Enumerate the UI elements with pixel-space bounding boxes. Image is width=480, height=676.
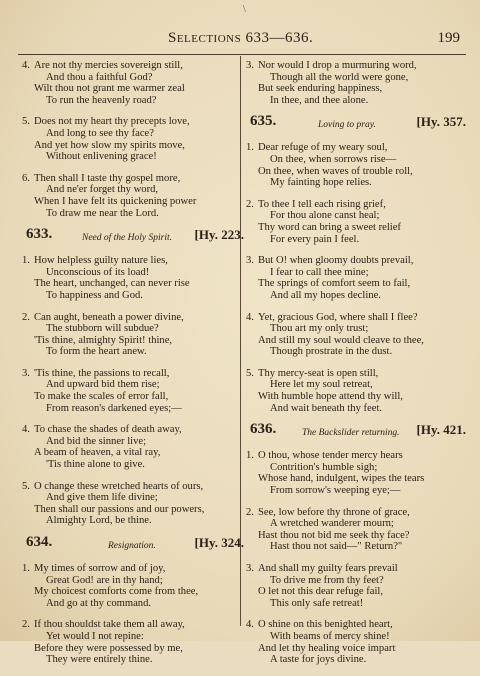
verse-line: And thou a faithful God? (46, 71, 153, 83)
verse-line: 3. And shall my guilty fears prevail (246, 563, 398, 574)
page-header (0, 30, 480, 52)
stanza-number: 1. (22, 255, 30, 267)
verse-line: And let thy healing voice impart (258, 642, 396, 654)
hymn-heading (22, 226, 244, 249)
verse-line: On thee, when waves of trouble roll, (258, 165, 413, 177)
stanza (246, 199, 466, 245)
stanza-number: 2. (22, 311, 30, 323)
verse-line: And all my hopes decline. (270, 289, 381, 301)
stanza (22, 173, 244, 219)
verse-line: To happiness and God. (46, 289, 143, 301)
verse-line: 2. Can aught, beneath a power divine, (22, 311, 184, 323)
verse-line: But seek enduring happiness, (258, 83, 383, 95)
verse-line: This only safe retreat! (270, 597, 364, 609)
stanza-number: 3. (22, 367, 30, 379)
hymn-reference: [Hy. 357. (416, 114, 466, 130)
verse-line: 1. O thou, whose tender mercy hears (246, 450, 403, 462)
verse-line: Before they were possessed by me, (34, 642, 183, 654)
verse-line: The heart, unchanged, can never rise (34, 278, 190, 290)
verse-line: Contrition's humble sigh; (270, 461, 378, 473)
right-column (246, 60, 466, 676)
hymn-number: 636. (250, 421, 277, 438)
verse-line: For thou alone canst heal; (270, 210, 380, 222)
stanza (22, 255, 244, 301)
verse-line: Thy word can bring a sweet relief (258, 221, 401, 233)
verse-line: And wait beneath thy feet. (270, 402, 383, 414)
stanza-number: 3. (246, 563, 254, 574)
stanza (22, 563, 244, 609)
stanza (22, 481, 244, 527)
left-column (22, 60, 244, 676)
stanza (246, 60, 466, 106)
verse-line: The springs of comfort seem to fail, (258, 278, 411, 290)
verse-line: 6. Then shall I taste thy gospel more, (22, 172, 181, 184)
verse-line: Whose hand, indulgent, wipes the tears (258, 473, 425, 485)
verse-line: To drive me from thy feet? (270, 574, 384, 586)
verse-line: And give them life divine; (46, 492, 158, 504)
verse-line: 3. 'Tis thine, the passions to recall, (22, 367, 170, 379)
hymn-reference: [Hy. 421. (416, 422, 466, 438)
page-number: 199 (437, 30, 460, 46)
verse-line: 3. But O! when gloomy doubts prevail, (246, 255, 414, 267)
stanza (246, 507, 466, 553)
verse-line: Hast thou not said—" Return?" (270, 541, 403, 553)
verse-line: And upward bid them rise; (46, 379, 160, 391)
verse-line: 5. Does not my heart thy precepts love, (22, 116, 190, 128)
verse-line: With beams of mercy shine! (270, 630, 390, 642)
stanza (246, 255, 466, 301)
verse-line: Great God! are in thy hand; (46, 574, 163, 586)
verse-line: 2. See, low before thy throne of grace, (246, 506, 410, 518)
stanza-number: 6. (22, 172, 30, 184)
verse-line: A taste for joys divine. (270, 654, 367, 666)
stanza (22, 312, 244, 358)
stanza-number: 3. (246, 255, 254, 267)
stanza (22, 368, 244, 414)
verse-line: Though all the world were gone, (270, 71, 409, 83)
stanza (246, 312, 466, 358)
stanza-number: 5. (22, 116, 30, 128)
verse-line: Yet would I not repine: (46, 630, 144, 642)
verse-line: From sorrow's weeping eye;— (270, 485, 401, 497)
stanza (22, 116, 244, 162)
hymn-title: The Backslider returning. (302, 428, 400, 439)
verse-line: Unconscious of its load! (46, 266, 150, 278)
stanza-number: 1. (246, 450, 254, 462)
verse-line: They were entirely thine. (46, 654, 153, 666)
verse-line: From reason's darkened eyes;— (46, 402, 182, 414)
stanza (246, 450, 466, 496)
stanza (22, 60, 244, 106)
hymn-number: 635. (250, 113, 277, 130)
verse-line: 5. Thy mercy-seat is open still, (246, 367, 379, 379)
stanza (246, 368, 466, 414)
verse-line: Though prostrate in the dust. (270, 346, 393, 358)
verse-line: To run the heavenly road? (46, 94, 157, 106)
verse-line: To form the heart anew. (46, 346, 147, 358)
verse-line: Then shall our passions and our powers, (34, 503, 205, 515)
verse-line: To make the scales of error fall, (34, 391, 169, 403)
verse-line: 'Tis thine alone to give. (46, 459, 145, 471)
verse-line: To draw me near the Lord. (46, 207, 159, 219)
verse-line: And long to see thy face? (46, 127, 154, 139)
verse-line: A wretched wanderer mourn; (270, 518, 394, 530)
hymn-title: Loving to pray. (318, 120, 376, 131)
stanza-number: 4. (246, 619, 254, 631)
verse-line: Wilt thou not grant me warmer zeal (34, 83, 185, 95)
stanza (22, 424, 244, 470)
verse-line: Hast thou not bid me seek thy face? (258, 529, 410, 541)
verse-line: And go at thy command. (46, 597, 152, 609)
top-mark: \ (243, 4, 246, 15)
verse-line: 4. To chase the shades of death away, (22, 424, 182, 436)
verse-line: For every pain I feel. (270, 233, 360, 245)
verse-line: 1. My times of sorrow and of joy, (22, 563, 166, 574)
hymn-title: Need of the Holy Spirit. (82, 233, 172, 244)
stanza (246, 563, 466, 609)
hymn-reference: [Hy. 324. (194, 535, 244, 550)
hymn-heading (246, 421, 466, 444)
verse-line: And bid the sinner live; (46, 435, 147, 447)
stanza-number: 1. (246, 142, 254, 154)
verse-line: 'Tis thine, almighty Spirit! thine, (34, 334, 173, 346)
verse-line: And ne'er forget thy word, (46, 184, 159, 196)
stanza-number: 3. (246, 60, 254, 71)
running-title: Selections 633—636. (168, 30, 314, 46)
hymn-title: Resignation. (108, 541, 156, 551)
stanza-number: 5. (22, 480, 30, 492)
stanza-number: 4. (22, 424, 30, 436)
hymn-heading (22, 534, 244, 557)
verse-line: 4. O shine on this benighted heart, (246, 619, 393, 631)
stanza (22, 619, 244, 665)
stanza-number: 1. (22, 563, 30, 574)
verse-line: With humble hope attend thy will, (258, 391, 403, 403)
verse-line: On thee, when sorrows rise— (270, 153, 397, 165)
verse-line: A beam of heaven, a vital ray, (34, 447, 161, 459)
verse-line: 1. How helpless guilty nature lies, (22, 255, 168, 267)
hymn-number: 633. (26, 226, 53, 243)
verse-line: Thou art my only trust; (270, 323, 369, 335)
verse-line: Almighty Lord, be thine. (46, 515, 152, 527)
verse-line: And still my soul would cleave to thee, (258, 334, 424, 346)
verse-line: 2. If thou shouldst take them all away, (22, 619, 185, 631)
verse-line: The stubborn will subdue? (46, 323, 159, 335)
verse-line: Without enlivening grace! (46, 151, 157, 163)
verse-line: 5. O change these wretched hearts of ours, (22, 480, 204, 492)
verse-line: 4. Yet, gracious God, where shall I flee? (246, 311, 418, 323)
hymn-reference: [Hy. 223. (194, 227, 244, 243)
stanza (246, 142, 466, 188)
verse-line: When I have felt its quickening power (34, 195, 197, 207)
verse-line: 3. Nor would I drop a murmuring word, (246, 60, 417, 71)
verse-line: 1. Dear refuge of my weary soul, (246, 142, 388, 154)
verse-line: Here let my soul retreat, (270, 379, 373, 391)
verse-line: 4. Are not thy mercies sovereign still, (22, 60, 183, 71)
verse-line: My fainting hope relies. (270, 177, 372, 189)
stanza-number: 5. (246, 367, 254, 379)
stanza-number: 2. (246, 198, 254, 210)
verse-line: And yet how slow my spirits move, (34, 139, 185, 151)
hymn-heading (246, 113, 466, 136)
verse-line: 2. To thee I tell each rising grief, (246, 198, 386, 210)
stanza-number: 2. (246, 506, 254, 518)
header-rule (18, 54, 466, 55)
stanza (246, 619, 466, 665)
stanza-number: 4. (246, 311, 254, 323)
verse-line: I fear to call thee mine; (270, 266, 369, 278)
stanza-number: 4. (22, 60, 30, 71)
verse-line: My choicest comforts come from thee, (34, 586, 199, 598)
verse-line: O let not this dear refuge fail, (258, 586, 384, 598)
stanza-number: 2. (22, 619, 30, 631)
hymn-number: 634. (26, 534, 53, 550)
verse-line: In thee, and thee alone. (270, 94, 369, 106)
